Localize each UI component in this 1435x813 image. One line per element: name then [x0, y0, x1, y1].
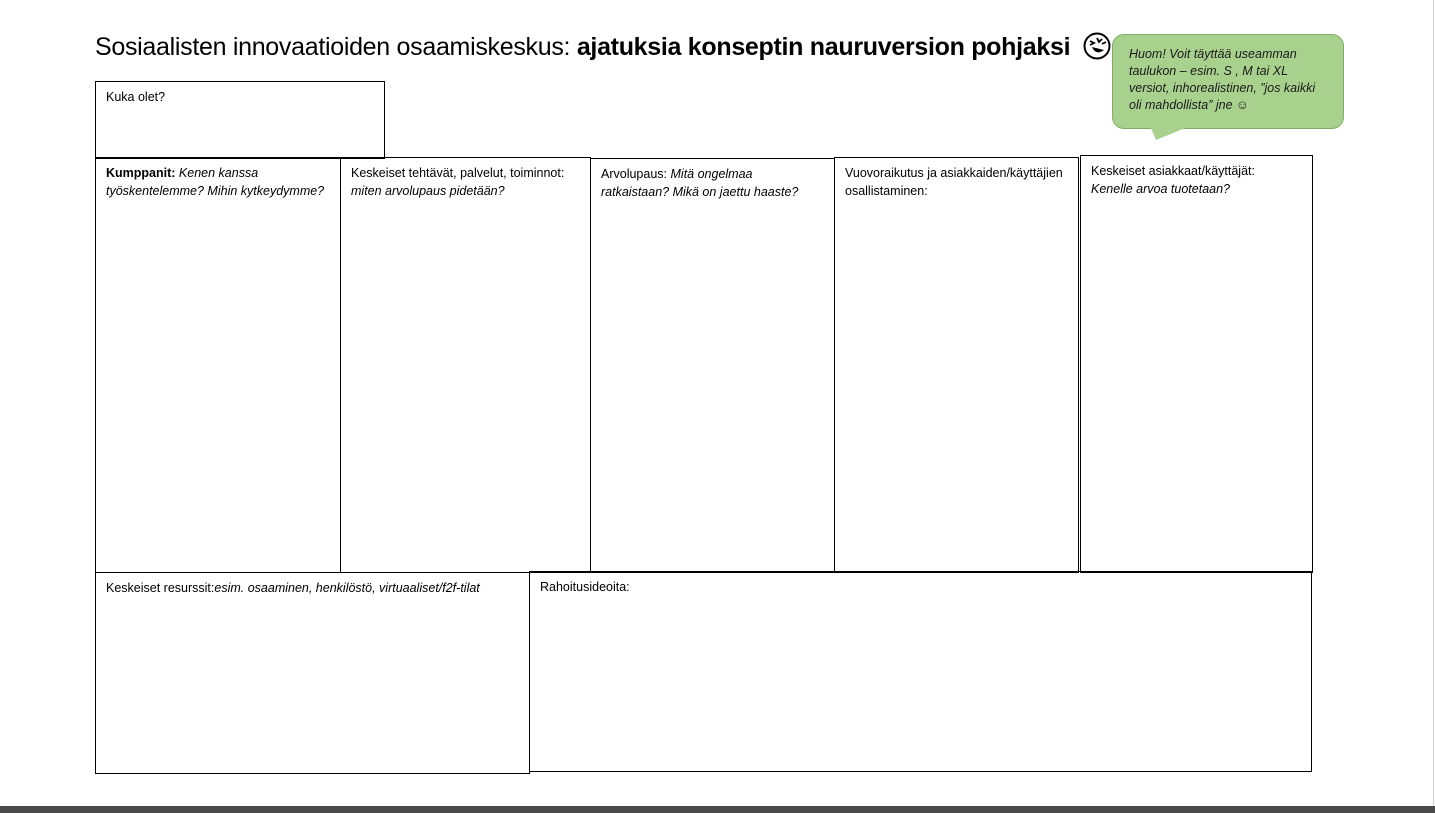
value-hint: Mitä ongelmaa ratkaistaan? Mikä on jaettu haaste? [601, 167, 799, 199]
resources-hint: esim. osaaminen, henkilöstö, virtuaaliset/f2f-tilat [214, 581, 480, 595]
partners-label: Kumppanit: [106, 166, 176, 180]
laughing-face-icon [1083, 32, 1111, 67]
activities-label: Keskeiset tehtävät, palvelut, toiminnot: [351, 166, 565, 180]
box-customers[interactable] [1080, 155, 1313, 573]
page-title [95, 32, 1111, 67]
callout-tail [1150, 126, 1190, 140]
customers-label: Keskeiset asiakkaat/käyttäjät: [1091, 164, 1255, 178]
box-who[interactable] [95, 81, 385, 159]
box-interaction[interactable] [834, 157, 1079, 573]
activities-hint: miten arvolupaus pidetään? [351, 184, 505, 198]
resources-label: Keskeiset resurssit: [106, 581, 215, 595]
customers-hint: Kenelle arvoa tuotetaan? [1091, 182, 1230, 196]
funding-label: Rahoitusideoita: [540, 580, 630, 594]
interaction-label: Vuovoraikutus ja asiakkaiden/käyttäjien osallistaminen: [845, 166, 1063, 198]
box-funding[interactable] [529, 571, 1312, 772]
who-label: Kuka olet? [106, 90, 166, 104]
note-callout [1112, 34, 1344, 129]
title-bold: ajatuksia konseptin nauruversion pohjaksi [576, 33, 1071, 61]
box-resources[interactable] [95, 572, 530, 774]
title-regular: Sosiaalisten innovaatioiden osaamiskeskus: [95, 33, 577, 61]
box-value[interactable] [590, 158, 835, 573]
callout-text: Huom! Voit täyttää useamman taulukon – esim. S , M tai XL versiot, inhorealistinen, ”jos kaikki oli mahdollista” jne ☺ [1129, 47, 1316, 112]
partners-hint: Kenen kanssa työskentelemme? Mihin kytkeydymme? [106, 166, 325, 198]
bottom-bar [0, 806, 1435, 813]
box-partners[interactable] [95, 157, 341, 573]
box-activities[interactable] [340, 157, 591, 573]
value-label: Arvolupaus: [601, 167, 668, 181]
